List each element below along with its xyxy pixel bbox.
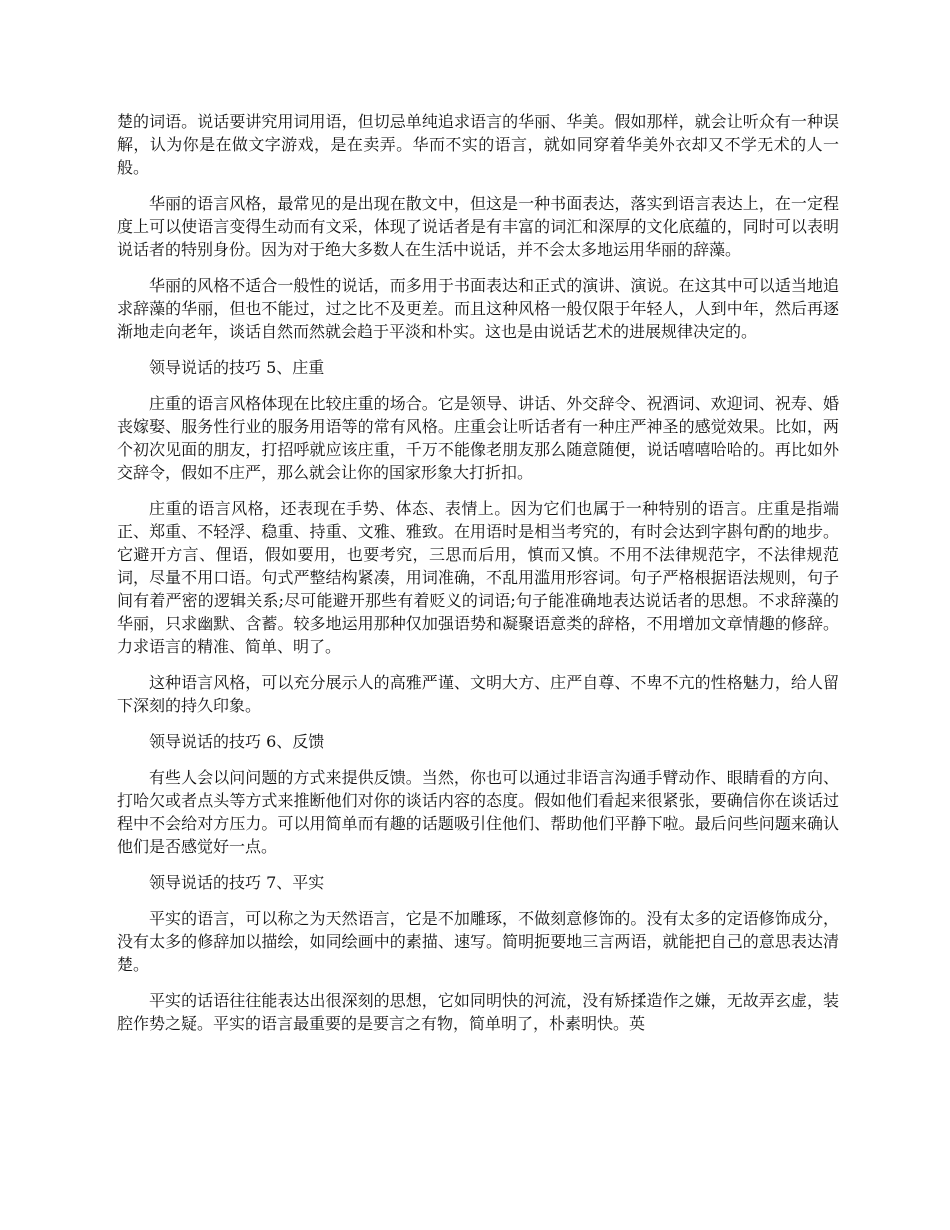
paragraph-2: 华丽的语言风格，最常见的是出现在散文中，但这是一种书面表达，落实到语言表达上，在一定程度上可以使语言变得生动而有文采，体现了说话者是有丰富的词汇和深厚的文化底蕴的，同时可以表明说话者的特别身份。因为对于绝大多数人在生活中说话，并不会太多地运用华丽的辞藻。 <box>117 194 839 259</box>
paragraph-9: 平实的话语往往能表达出很深刻的思想，它如同明快的河流，没有矫揉造作之嫌，无故弄玄虚，装腔作势之疑。平实的语言最重要的是要言之有物，简单明了，朴素明快。英 <box>117 991 839 1033</box>
document-body <box>117 110 839 1048</box>
section-heading-6: 领导说话的技巧 6、反馈 <box>149 732 325 751</box>
paragraph-3: 华丽的风格不适合一般性的说话，而多用于书面表达和正式的演讲、演说。在这其中可以适当地追求辞藻的华丽，但也不能过，过之比不及更差。而且这种风格一般仅限于年轻人，人到中年，然后再逐渐地走向老年，谈话自然而然就会趋于平淡和朴实。这也是由说话艺术的进展规律决定的。 <box>117 276 839 341</box>
paragraph-1: 楚的词语。说话要讲究用词用语，但切忌单纯追求语言的华丽、华美。假如那样，就会让听众有一种误解，认为你是在做文字游戏，是在卖弄。华而不实的语言，就如同穿着华美外衣却又不学无术的人一般。 <box>117 112 839 177</box>
section-heading-7: 领导说话的技巧 7、平实 <box>149 873 325 892</box>
section-heading-5: 领导说话的技巧 5、庄重 <box>149 358 325 377</box>
paragraph-8: 平实的语言，可以称之为天然语言，它是不加雕琢，不做刻意修饰的。没有太多的定语修饰成分，没有太多的修辞加以描绘，如同绘画中的素描、速写。简明扼要地三言两语，就能把自己的意思表达清楚。 <box>117 909 839 974</box>
paragraph-6: 这种语言风格，可以充分展示人的高雅严谨、文明大方、庄严自尊、不卑不亢的性格魅力，给人留下深刻的持久印象。 <box>117 673 839 715</box>
paragraph-7: 有些人会以问问题的方式来提供反馈。当然，你也可以通过非语言沟通手臂动作、眼睛看的方向、打哈欠或者点头等方式来推断他们对你的谈话内容的态度。假如他们看起来很紧张，要确信你在谈话过程中不会给对方压力。可以用简单而有趣的话题吸引住他们、帮助他们平静下啦。最后问些问题来确认他们是否感觉好一点。 <box>117 768 839 856</box>
paragraph-5: 庄重的语言风格，还表现在手势、体态、表情上。因为它们也属于一种特别的语言。庄重是指端正、郑重、不轻浮、稳重、持重、文雅、雅致。在用语时是相当考究的，有时会达到字斟句酌的地步。它避开方言、俚语，假如要用，也要考究，三思而后用，慎而又慎。不用不法律规范字，不法律规范词，尽量不用口语。句式严整结构紧凑，用词准确，不乱用滥用形容词。句子严格根据语法规则，句子间有着严密的逻辑关系;尽可能避开那些有着贬义的词语;句子能准确地表达说话者的思想。不求辞藻的华丽，只求幽默、含蓄。较多地运用那种仅加强语势和凝聚语意类的辞格，不用增加文章情趣的修辞。力求语言的精准、简单、明了。 <box>117 499 839 656</box>
paragraph-4: 庄重的语言风格体现在比较庄重的场合。它是领导、讲话、外交辞令、祝酒词、欢迎词、祝寿、婚丧嫁娶、服务性行业的服务用语等的常有风格。庄重会让听话者有一种庄严神圣的感觉效果。比如，两个初次见面的朋友，打招呼就应该庄重，千万不能像老朋友那么随意随便，说话嘻嘻哈哈的。再比如外交辞令，假如不庄严，那么就会让你的国家形象大打折扣。 <box>117 394 839 482</box>
